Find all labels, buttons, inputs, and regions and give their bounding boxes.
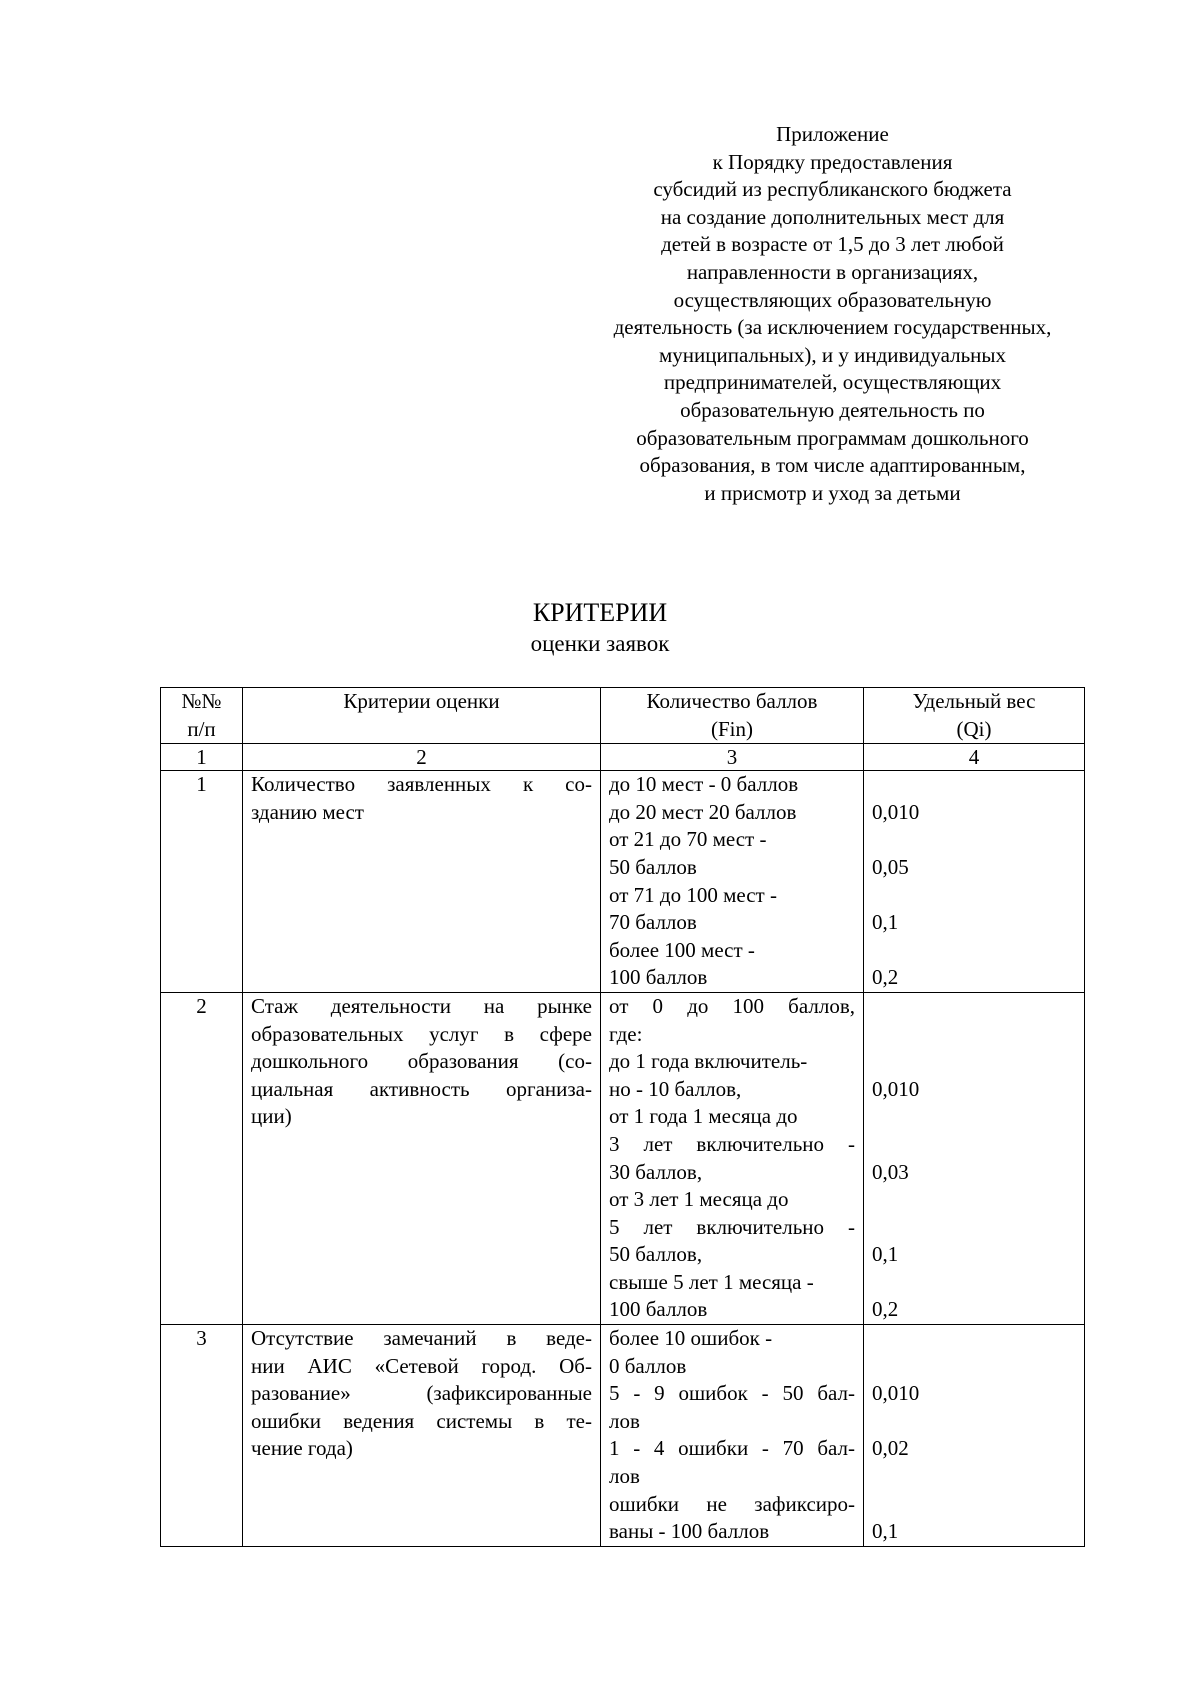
row-number: 1 (161, 771, 243, 993)
row-points (601, 771, 864, 993)
points-line: от 0 до 100 баллов, (609, 993, 855, 1018)
header-points (601, 688, 864, 744)
header-criteria: Критерии оценки (243, 688, 601, 744)
weight-line: 0,1 (872, 910, 899, 935)
weight-line (872, 1131, 1076, 1159)
points-line: свыше 5 лет 1 месяца - (609, 1269, 814, 1294)
row-points (601, 992, 864, 1324)
points-line: 5 лет включительно - (609, 1214, 855, 1239)
appendix-line: предпринимателей, осуществляющих (663, 370, 1002, 395)
points-line: от 1 года 1 месяца до (609, 1104, 798, 1129)
points-line: 70 баллов (609, 910, 697, 935)
header-weight-line: (Qi) (956, 716, 992, 741)
points-line: 0 баллов (609, 1353, 687, 1378)
points-line: лов (609, 1464, 640, 1489)
weight-line: 0,010 (872, 1381, 920, 1406)
appendix-line: осуществляющих образовательную (673, 287, 992, 312)
weight-line: 0,2 (872, 965, 899, 990)
points-line: 50 баллов (609, 854, 697, 879)
header-points-line: (Fin) (711, 716, 753, 741)
weight-line (872, 1353, 1076, 1381)
appendix-block (575, 121, 1090, 507)
appendix-line: образовательную деятельность по (680, 397, 985, 422)
points-line: где: (609, 1021, 643, 1046)
points-line: более 10 ошибок - (609, 1326, 773, 1351)
column-number: 3 (601, 744, 864, 771)
points-line: от 21 до 70 мест - (609, 827, 767, 852)
criteria-line: циальная активность организа- (251, 1076, 592, 1101)
points-line: лов (609, 1408, 640, 1433)
criteria-table (160, 687, 1085, 1547)
points-line: от 71 до 100 мест - (609, 882, 777, 907)
table-header-row (161, 688, 1085, 744)
weight-line: 0,1 (872, 1519, 899, 1544)
criteria-line: нии АИС «Сетевой город. Об- (251, 1353, 592, 1378)
row-criteria (243, 771, 601, 993)
row-weights (864, 992, 1085, 1324)
row-points (601, 1325, 864, 1547)
weight-line (872, 1214, 1076, 1242)
column-number: 2 (243, 744, 601, 771)
weight-line: 0,1 (872, 1242, 899, 1267)
weight-line: 0,2 (872, 1297, 899, 1322)
weight-line (872, 1269, 1076, 1297)
weight-line (872, 993, 1076, 1021)
appendix-line: деятельность (за исключением государственных, (613, 315, 1052, 340)
appendix-line: направленности в организациях, (686, 259, 979, 284)
document-subtitle: оценки заявок (530, 631, 670, 656)
appendix-line: образовательным программам дошкольного (636, 425, 1029, 450)
header-num (161, 688, 243, 744)
weight-line (872, 937, 1076, 965)
row-number: 2 (161, 992, 243, 1324)
weight-line (872, 1186, 1076, 1214)
table-row (161, 1325, 1085, 1547)
column-number: 4 (864, 744, 1085, 771)
criteria-line: дошкольного образования (со- (251, 1049, 592, 1074)
points-line: до 1 года включитель- (609, 1049, 808, 1074)
criteria-line: чение года) (251, 1436, 353, 1461)
points-line: ваны - 100 баллов (609, 1519, 770, 1544)
header-num-line: п/п (187, 716, 216, 741)
points-line: от 3 лет 1 месяца до (609, 1187, 789, 1212)
table-row (161, 771, 1085, 993)
header-weight-line: Удельный вес (912, 689, 1036, 713)
points-line: до 20 мест 20 баллов (609, 799, 797, 824)
weight-line: 0,010 (872, 799, 920, 824)
criteria-line: разование» (зафиксированные (251, 1381, 592, 1406)
points-line: более 100 мест - (609, 937, 755, 962)
points-line: 30 баллов, (609, 1159, 703, 1184)
weight-line (872, 826, 1076, 854)
weight-line: 0,05 (872, 854, 909, 879)
criteria-line: ции) (251, 1104, 292, 1129)
appendix-line: муниципальных), и у индивидуальных (659, 342, 1006, 367)
header-weight (864, 688, 1085, 744)
appendix-line: детей в возрасте от 1,5 до 3 лет любой (661, 232, 1004, 257)
appendix-line: образования, в том числе адаптированным, (639, 453, 1026, 478)
criteria-line: ошибки ведения системы в те- (251, 1408, 592, 1433)
weight-line (872, 1408, 1076, 1436)
weight-line (872, 882, 1076, 910)
criteria-line: Стаж деятельности на рынке (251, 993, 592, 1018)
header-num-line: №№ (181, 689, 222, 713)
row-number: 3 (161, 1325, 243, 1547)
weight-line (872, 771, 1076, 799)
points-line: 5 - 9 ошибок - 50 бал- (609, 1381, 855, 1406)
points-line: 3 лет включительно - (609, 1131, 855, 1156)
weight-line: 0,02 (872, 1436, 909, 1461)
points-line: 50 баллов, (609, 1242, 703, 1267)
criteria-line: зданию мест (251, 799, 364, 824)
appendix-line: и присмотр и уход за детьми (704, 480, 961, 505)
appendix-line: к Порядку предоставления (712, 149, 953, 174)
row-weights (864, 771, 1085, 993)
weight-line (872, 1491, 1076, 1519)
weight-line (872, 1463, 1076, 1491)
row-criteria (243, 992, 601, 1324)
weight-line (872, 1048, 1076, 1076)
weight-line (872, 1021, 1076, 1049)
table-row (161, 992, 1085, 1324)
criteria-line: Количество заявленных к со- (251, 772, 592, 797)
criteria-line: Отсутствие замечаний в веде- (251, 1326, 592, 1351)
criteria-line: образовательных услуг в сфере (251, 1021, 592, 1046)
weight-line: 0,03 (872, 1159, 909, 1184)
weight-line: 0,010 (872, 1076, 920, 1101)
points-line: 1 - 4 ошибки - 70 бал- (609, 1436, 855, 1461)
appendix-line: субсидий из республиканского бюджета (653, 177, 1012, 202)
header-points-line: Количество баллов (646, 689, 818, 713)
row-criteria (243, 1325, 601, 1547)
points-line: до 10 мест - 0 баллов (609, 772, 799, 797)
column-number: 1 (161, 744, 243, 771)
appendix-line: Приложение (776, 122, 889, 146)
points-line: 100 баллов (609, 965, 708, 990)
points-line: но - 10 баллов, (609, 1076, 742, 1101)
points-line: ошибки не зафиксиро- (609, 1491, 855, 1516)
points-line: 100 баллов (609, 1297, 708, 1322)
weight-line (872, 1103, 1076, 1131)
row-weights (864, 1325, 1085, 1547)
column-number-row (161, 744, 1085, 771)
weight-line (872, 1325, 1076, 1353)
document-title: КРИТЕРИИ (532, 598, 668, 627)
appendix-line: на создание дополнительных мест для (660, 204, 1005, 229)
